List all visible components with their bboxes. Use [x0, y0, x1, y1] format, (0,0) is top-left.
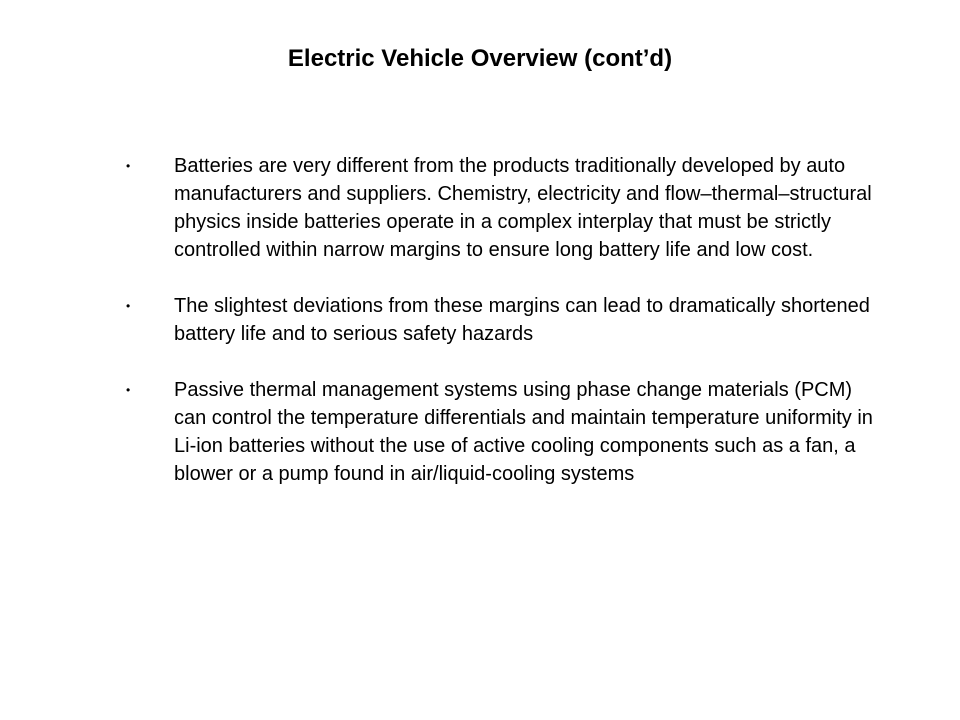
bullet-item — [126, 376, 886, 488]
bullet-text: Batteries are very different from the products traditionally developed by auto manufacturers and suppliers. Chemistry, electricity and flow–thermal–structural physics inside batteries operate in a complex interplay that must be strictly controlled within narrow margins to ensure long battery life and low cost. — [174, 155, 872, 261]
bullet-text: Passive thermal management systems using phase change materials (PCM) can control the temperature differentials and maintain temperature uniformity in Li-ion batteries without the use of active cooling components such as a fan, a blower or a pump found in air/liquid-cooling systems — [174, 379, 873, 485]
bullet-item — [126, 292, 886, 348]
bullet-list — [126, 152, 886, 516]
bullet-dot-icon: • — [126, 383, 131, 397]
bullet-text: The slightest deviations from these margins can lead to dramatically shortened battery life and to serious safety hazards — [174, 295, 870, 345]
bullet-dot-icon: • — [126, 299, 131, 313]
bullet-dot-icon: • — [126, 159, 131, 173]
slide-title: Electric Vehicle Overview (cont’d) — [287, 45, 673, 72]
bullet-item — [126, 152, 886, 264]
